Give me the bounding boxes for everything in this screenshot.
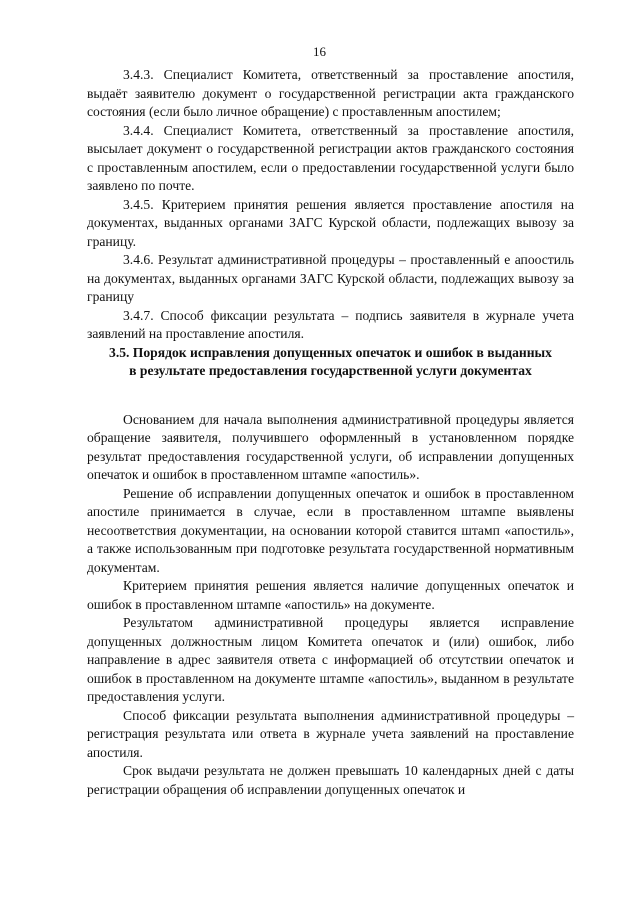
paragraph: Срок выдачи результата не должен превышать 10 календарных дней с даты регистрации обращения об исправлении допущенных опечаток и <box>87 763 574 797</box>
paragraph: Основанием для начала выполнения административной процедуры является обращение заявителя, получившего оформленный в установленном порядке результат предоставления государственной услуги, об исправлении допущенных опечаток и ошибок в проставленном штампе «апостиль». <box>87 411 574 482</box>
paragraph: Решение об исправлении допущенных опечаток и ошибок в проставленном апостиле принимается в случае, если в проставленном штампе выявлены несоответствия документации, на основании которой ставится штамп «апостиль», а также использованным при подготовке результата государственной нормативным документам. <box>87 485 574 575</box>
page-content <box>87 66 574 799</box>
page-number: 16 <box>313 44 326 59</box>
clause-3-4-7: 3.4.7. Способ фиксации результата – подпись заявителя в журнале учета заявлений на проставление апостиля. <box>87 307 574 341</box>
clause-3-4-3: 3.4.3. Специалист Комитета, ответственный за проставление апостиля, выдаёт заявителю документ о государственной регистрации акта гражданского состояния (если было личное обращение) с проставленным апостилем; <box>87 67 574 119</box>
clause-3-4-5: 3.4.5. Критерием принятия решения является проставление апостиля на документах, выданных органами ЗАГС Курской области, подлежащих вывозу за границу. <box>87 196 574 249</box>
section-heading: 3.5. Порядок исправления допущенных опечаток и ошибок в выданных в результате предоставления государственной услуги документах <box>109 344 552 378</box>
paragraph: Критерием принятия решения является наличие допущенных опечаток и ошибок в проставленном штампе «апостиль» на документе. <box>87 578 574 612</box>
clause-3-4-6: 3.4.6. Результат административной процедуры – проставленный е апоостиль на документах, выданных органами ЗАГС Курской области, подлежащих вывозу за границу <box>87 252 574 304</box>
clause-3-4-4: 3.4.4. Специалист Комитета, ответственный за проставление апостиля, высылает документ о государственной регистрации актов гражданского состояния с проставленным апостилем, если о предоставлении государственной услуги было заявлено по почте. <box>87 122 574 193</box>
paragraph: Результатом административной процедуры является исправление допущенных должностным лицом Комитета опечаток и (или) ошибок, либо направление в адрес заявителя ответа с информацией об отсутствии опечаток и ошибок в проставленном на документе штампе «апостиль», выданном в результате предоставления услуги. <box>87 615 574 704</box>
paragraph: Способ фиксации результата выполнения административной процедуры – регистрация результата или ответа в журнале учета заявлений на проставление апостиля. <box>87 707 574 760</box>
